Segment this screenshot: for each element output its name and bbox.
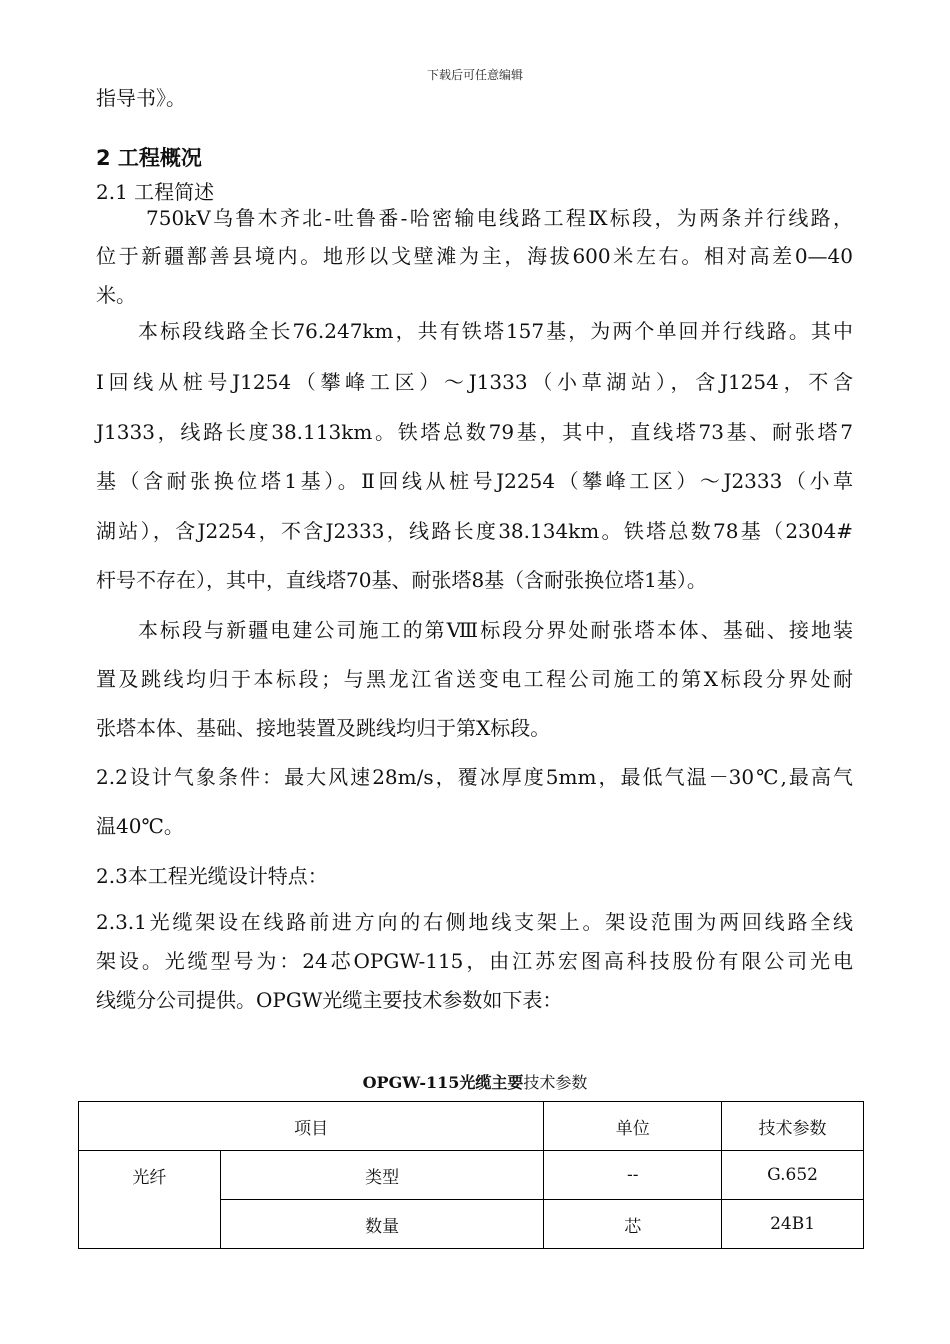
paragraph-line: 置及跳线均归于本标段；与黑龙江省送变电工程公司施工的第Ⅹ标段分界处耐: [96, 667, 853, 691]
paragraph-line: 本标段与新疆电建公司施工的第Ⅷ标段分界处耐张塔本体、基础、接地装: [138, 618, 853, 642]
row-item: 类型: [220, 1151, 544, 1200]
paragraph-line: 湖站），含J2254，不含J2333，线路长度38.134km。铁塔总数78基（2304#: [96, 519, 853, 543]
table-caption-bold: OPGW-115光缆主要: [362, 1073, 524, 1092]
paragraph-line: 本标段线路全长76.247km，共有铁塔157基，为两个单回并行线路。其中: [138, 319, 853, 343]
row-unit: --: [544, 1151, 722, 1200]
page-header-note: 下载后可任意编辑: [426, 68, 523, 82]
paragraph-line: 杆号不存在），其中，直线塔70基、耐张塔8基（含耐张换位塔1基）。: [96, 568, 707, 592]
paragraph-line: 线缆分公司提供。OPGW光缆主要技术参数如下表：: [96, 988, 563, 1012]
table-caption: [0, 1070, 950, 1093]
table-header-row: [79, 1102, 864, 1151]
table-row: [79, 1151, 864, 1200]
table-caption-normal: 技术参数: [523, 1073, 588, 1092]
group-cell-continued: [79, 1200, 221, 1249]
paragraph-line: 2.3本工程光缆设计特点：: [96, 864, 328, 888]
paragraph-line: 架设。光缆型号为：24芯OPGW-115，由江苏宏图高科技股份有限公司光电: [96, 949, 853, 973]
paragraph-line: 2.2设计气象条件：最大风速28m/s，覆冰厚度5mm，最低气温－30℃,最高气: [96, 765, 853, 789]
paragraph-line: 张塔本体、基础、接地装置及跳线均归于第Ⅹ标段。: [96, 716, 551, 740]
row-item: 数量: [220, 1200, 544, 1249]
paragraph-line: 温40℃。: [96, 814, 184, 838]
subsection-heading: 2.1 工程简述: [96, 180, 215, 204]
group-label: 光纤: [79, 1151, 221, 1200]
paragraph-line: 750kV乌鲁木齐北-吐鲁番-哈密输电线路工程Ⅸ标段，为两条并行线路，: [146, 206, 853, 230]
paragraph-line: Ⅰ回线从桩号J1254（攀峰工区）～J1333（小草湖站），含J1254，不含: [96, 370, 853, 394]
header-unit: 单位: [544, 1102, 722, 1151]
header-value: 技术参数: [722, 1102, 864, 1151]
paragraph-line: J1333，线路长度38.113km。铁塔总数79基，其中，直线塔73基、耐张塔7: [96, 420, 853, 444]
header-item: 项目: [79, 1102, 544, 1151]
row-value: 24B1: [722, 1200, 864, 1249]
paragraph-line: 位于新疆鄯善县境内。地形以戈壁滩为主，海拔600米左右。相对高差0—40: [96, 244, 853, 268]
opgw-spec-table: [78, 1101, 864, 1249]
paragraph-line: 米。: [96, 283, 136, 307]
paragraph-line: 指导书》。: [96, 86, 186, 110]
section-heading: 2 工程概况: [96, 146, 202, 170]
row-unit: 芯: [544, 1200, 722, 1249]
table-row: [79, 1200, 864, 1249]
paragraph-line: 2.3.1光缆架设在线路前进方向的右侧地线支架上。架设范围为两回线路全线: [96, 910, 853, 934]
row-value: G.652: [722, 1151, 864, 1200]
paragraph-line: 基（含耐张换位塔1基）。Ⅱ回线从桩号J2254（攀峰工区）～J2333（小草: [96, 469, 853, 493]
